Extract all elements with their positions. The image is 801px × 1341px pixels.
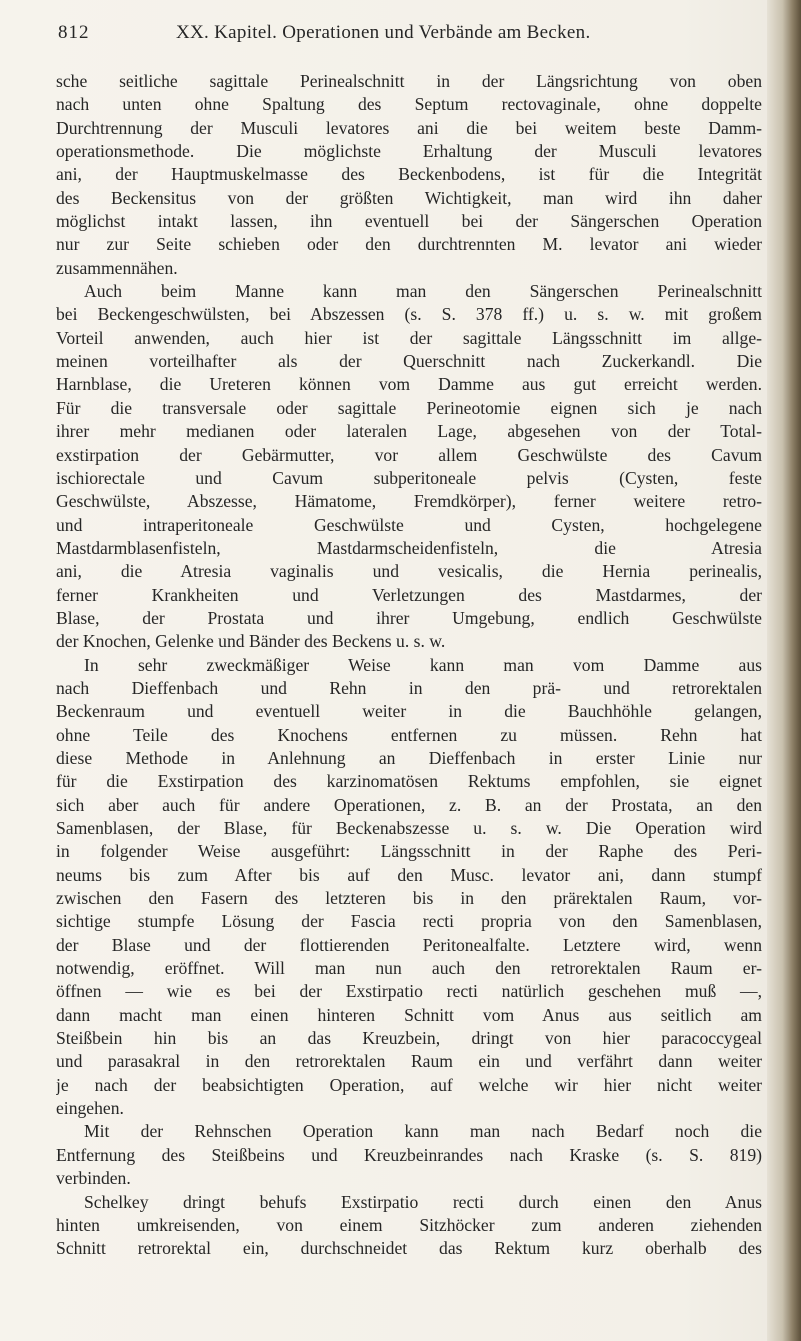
text-line: Mit der Rehnschen Operation kann man nach Bedarf noch die	[84, 1121, 762, 1142]
text-line: Auch beim Manne kann man den Sängerschen Perinealschnitt	[84, 281, 762, 302]
text-line: sche seitliche sagittale Perinealschnitt in der Längsrichtung von oben	[56, 71, 762, 91]
text-line: meinen vorteilhafter als der Querschnitt nach Zuckerkandl. Die	[56, 351, 762, 372]
text-line: Geschwülste, Abszesse, Hämatome, Fremdkörper), ferner weitere retro-	[56, 491, 762, 512]
text-line: diese Methode in Anlehnung an Dieffenbach in erster Linie nur	[56, 747, 762, 768]
text-line: des Beckensitus von der größten Wichtigkeit, man wird ihn daher	[56, 187, 762, 208]
text-line: ferner Krankheiten und Verletzungen des Mastdarmes, der	[56, 584, 762, 605]
body-text	[56, 70, 762, 1261]
text-line: und parasakral in den retrorektalen Raum ein und verfährt dann weiter	[56, 1051, 762, 1072]
text-line: ihrer mehr medianen oder lateralen Lage, abgesehen von der Total-	[56, 421, 762, 442]
text-line: der Blase und der flottierenden Peritonealfalte. Letztere wird, wenn	[56, 934, 762, 955]
page-number: 812	[58, 22, 90, 43]
text-line: dann macht man einen hinteren Schnitt vom Anus aus seitlich am	[56, 1004, 762, 1025]
text-line: nach unten ohne Spaltung des Septum rectovaginale, ohne doppelte	[56, 94, 762, 115]
text-line: für die Exstirpation des karzinomatösen Rektums empfohlen, sie eignet	[56, 771, 762, 792]
text-line: zwischen den Fasern des letzteren bis in den prärektalen Raum, vor-	[56, 888, 762, 909]
text-line: ohne Teile des Knochens entfernen zu müssen. Rehn hat	[56, 724, 762, 745]
text-line: neums bis zum After bis auf den Musc. levator ani, dann stumpf	[56, 864, 762, 885]
text-line: der Knochen, Gelenke und Bänder des Beckens u. s. w.	[56, 631, 446, 652]
page-edge-shadow	[767, 0, 801, 1341]
text-line: zusammennähen.	[56, 257, 178, 278]
text-line: sichtige stumpfe Lösung der Fascia recti propria von den Samenblasen,	[56, 911, 762, 932]
text-line: Blase, der Prostata und ihrer Umgebung, endlich Geschwülste	[56, 607, 762, 628]
text-line: ani, die Atresia vaginalis und vesicalis, die Hernia perinealis,	[56, 561, 762, 582]
text-line: in folgender Weise ausgeführt: Längsschnitt in der Raphe des Peri-	[56, 841, 762, 862]
running-title: XX. Kapitel. Operationen und Verbände am Becken.	[176, 22, 591, 43]
text-line: hinten umkreisenden, von einem Sitzhöcker zum anderen ziehenden	[56, 1214, 762, 1235]
page-header	[58, 22, 748, 52]
text-line: Entfernung des Steißbeins und Kreuzbeinrandes nach Kraske (s. S. 819)	[56, 1144, 762, 1165]
text-line: notwendig, eröffnet. Will man nun auch den retrorektalen Raum er-	[56, 958, 762, 979]
text-line: verbinden.	[56, 1168, 131, 1189]
text-line: Schnitt retrorektal ein, durchschneidet das Rektum kurz oberhalb des	[56, 1238, 762, 1259]
text-line: Beckenraum und eventuell weiter in die Bauchhöhle gelangen,	[56, 701, 762, 722]
text-line: nur zur Seite schieben oder den durchtrennten M. levator ani wieder	[56, 234, 762, 255]
text-line: eingehen.	[56, 1098, 124, 1119]
text-line: je nach der beabsichtigten Operation, auf welche wir hier nicht weiter	[56, 1074, 762, 1095]
text-line: Schelkey dringt behufs Exstirpatio recti durch einen den Anus	[84, 1191, 762, 1212]
text-line: ani, der Hauptmuskelmasse des Beckenbodens, ist für die Integrität	[56, 164, 762, 185]
text-line: öffnen — wie es bei der Exstirpatio recti natürlich geschehen muß —,	[56, 981, 762, 1002]
text-line: Steißbein hin bis an das Kreuzbein, dringt von hier paracoccygeal	[56, 1028, 762, 1049]
text-line: möglichst intakt lassen, ihn eventuell bei der Sängerschen Operation	[56, 211, 762, 232]
text-line: sich aber auch für andere Operationen, z. B. an der Prostata, an den	[56, 794, 762, 815]
text-line: Mastdarmblasenfisteln, Mastdarmscheidenfisteln, die Atresia	[56, 537, 762, 558]
text-line: ischiorectale und Cavum subperitoneale pelvis (Cysten, feste	[56, 467, 762, 488]
text-line: operationsmethode. Die möglichste Erhaltung der Musculi levatores	[56, 141, 762, 162]
text-line: nach Dieffenbach und Rehn in den prä- und retrorektalen	[56, 677, 762, 698]
text-line: Samenblasen, der Blase, für Beckenabszesse u. s. w. Die Operation wird	[56, 818, 762, 838]
text-line: bei Beckengeschwülsten, bei Abszessen (s. S. 378 ff.) u. s. w. mit großem	[56, 304, 762, 325]
text-line: In sehr zweckmäßiger Weise kann man vom Damme aus	[84, 654, 762, 675]
text-line: Für die transversale oder sagittale Perineotomie eignen sich je nach	[56, 397, 762, 418]
text-line: Durchtrennung der Musculi levatores ani die bei weitem beste Damm-	[56, 117, 762, 138]
text-line: und intraperitoneale Geschwülste und Cysten, hochgelegene	[56, 514, 762, 535]
text-line: Vorteil anwenden, auch hier ist der sagittale Längsschnitt im allge-	[56, 327, 762, 348]
text-line: exstirpation der Gebärmutter, vor allem Geschwülste des Cavum	[56, 444, 762, 465]
text-line: Harnblase, die Ureteren können vom Damme aus gut erreicht werden.	[56, 374, 762, 395]
